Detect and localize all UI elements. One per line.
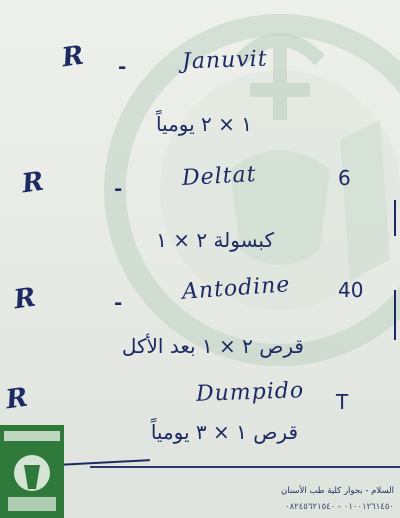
drug-name: Antodine	[181, 272, 292, 305]
dose-instructions: قرص ١ × ٣ يومياً	[150, 420, 298, 444]
margin-bracket	[384, 290, 396, 340]
strength-note: T	[336, 390, 349, 414]
dose-instructions: قرص ٢ × ١ بعد الأكل	[121, 334, 304, 358]
dose-instructions: ١ × ٢ يومياً	[155, 112, 252, 136]
clinic-address: السلام - بجوار كلية طب الأسنان	[281, 486, 394, 496]
rx-symbol: R	[4, 382, 30, 416]
dose-instructions: كبسولة ٢ × ١	[156, 228, 274, 252]
clinic-phones: ٠١٠٠١٢٦١٤٥٠ - ٠٨٢٤٥٦٢١٥٤٠	[285, 502, 394, 512]
rx-symbol: R	[20, 166, 46, 200]
item-dash: -	[118, 54, 127, 78]
item-dash: -	[114, 290, 123, 314]
rx-symbol: R	[12, 282, 38, 316]
item-dash: -	[114, 176, 123, 200]
drug-name: Dumpido	[195, 378, 305, 407]
margin-bracket	[384, 200, 396, 236]
prescription-item	[62, 42, 392, 122]
strength-note: 40	[338, 278, 364, 302]
clinic-logo	[0, 425, 64, 518]
strength-note: 6	[338, 166, 351, 190]
drug-name: Deltat	[181, 162, 258, 191]
rx-symbol: R	[60, 40, 86, 74]
drug-name: Januvit	[181, 46, 269, 75]
letterhead-footer	[90, 466, 400, 518]
